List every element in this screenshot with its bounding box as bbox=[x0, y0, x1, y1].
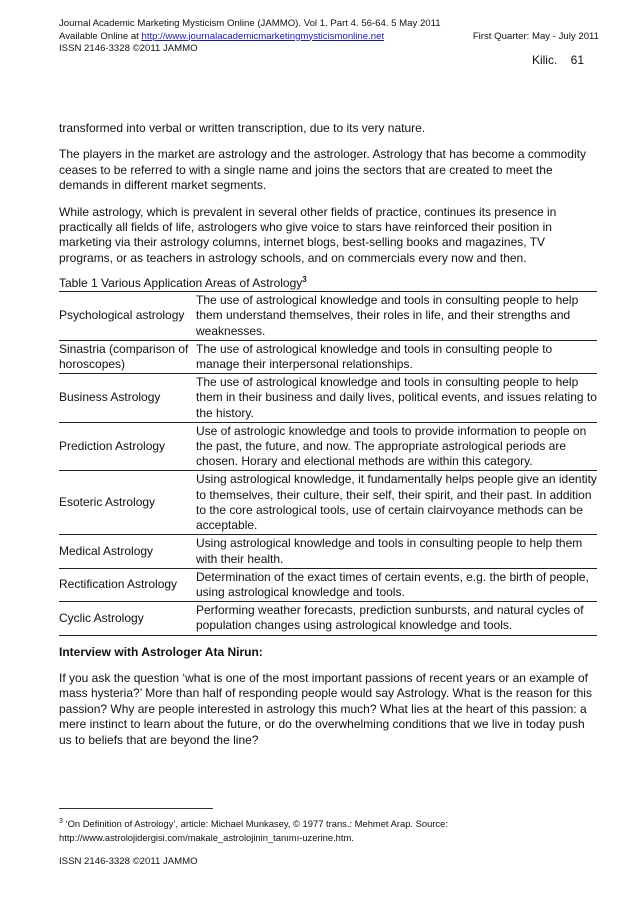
area-cell: Esoteric Astrology bbox=[59, 471, 196, 535]
footnote-rule bbox=[59, 808, 213, 809]
description-cell: Using astrological knowledge, it fundamentally helps people give an identity to themselves, their culture, their self, their spirit, and their past. In addition to the core astrological tools, use of certain clairvoyance methods can be acceptable. bbox=[196, 471, 597, 535]
table-row bbox=[59, 374, 597, 423]
astrology-areas-table bbox=[59, 291, 597, 635]
area-cell: Rectification Astrology bbox=[59, 568, 196, 601]
area-cell: Sinastria (comparison of horoscopes) bbox=[59, 340, 196, 373]
footnote bbox=[59, 815, 599, 845]
area-cell: Medical Astrology bbox=[59, 535, 196, 568]
area-cell: Business Astrology bbox=[59, 374, 196, 423]
availability-prefix: Available Online at bbox=[59, 30, 142, 42]
journal-url-link[interactable]: http://www.journalacademicmarketingmysticismonline.net bbox=[141, 30, 385, 42]
interview-heading: Interview with Astrologer Ata Nirun: bbox=[59, 644, 263, 659]
area-cell: Psychological astrology bbox=[59, 292, 196, 341]
issn-header: ISSN 2146-3328 ©2011 JAMMO bbox=[59, 43, 198, 54]
description-cell: Using astrological knowledge and tools in consulting people to help them with their health. bbox=[196, 535, 597, 568]
table-caption-text: Table 1 Various Application Areas of Astrology bbox=[59, 276, 303, 291]
description-cell: The use of astrological knowledge and tools in consulting people to manage their interpersonal relationships. bbox=[196, 340, 597, 373]
table-row bbox=[59, 340, 597, 373]
paragraph: transformed into verbal or written transcription, due to its very nature. bbox=[59, 121, 426, 135]
table-row bbox=[59, 602, 597, 635]
body-text bbox=[59, 121, 599, 759]
paragraph: While astrology, which is prevalent in several other fields of practice, continues its presence in practically all fields of life, astrologers who give voice to stars have reinforced their position in marketing via their astrology columns, internet blogs, best-selling books and magazines, TV programs, or as teachers in astrology schools, and on commercials every now and then. bbox=[59, 204, 557, 265]
description-cell: Determination of the exact times of certain events, e.g. the birth of people, using astrological knowledge and tools. bbox=[196, 568, 597, 601]
area-cell: Prediction Astrology bbox=[59, 422, 196, 471]
footnote-ref: 3 bbox=[302, 275, 307, 285]
area-cell: Cyclic Astrology bbox=[59, 602, 196, 635]
footnote-mark: 3 bbox=[59, 818, 63, 825]
author-page-number: Kilic. 61 bbox=[531, 53, 584, 67]
footnote-text: ‘On Definition of Astrology’, article: Michael Munkasey, © 1977 trans.: Mehmet Arap. Source: http://www.astrolojidergisi.com/makale_astrolojinin_tanımı-uzerine.htm. bbox=[59, 818, 448, 844]
page-footer-issn: ISSN 2146-3328 ©2011 JAMMO bbox=[59, 856, 198, 867]
table-row bbox=[59, 292, 597, 341]
description-cell: Performing weather forecasts, prediction sunbursts, and natural cycles of population changes using astrological knowledge and tools. bbox=[196, 602, 597, 635]
table-caption bbox=[59, 272, 599, 291]
interview-paragraph: If you ask the question ‘what is one of the most important passions of recent years or an example of mass hysteria?’ More than half of responding people would say Astrology. What is the reason for this passion? Why are people interested in astrology this much? What lies at the heart of this passion: a mere instinct to learn about the future, or do the overwhelming conditions that we live in today push us to beliefs that are beyond the line? bbox=[59, 670, 592, 747]
running-header bbox=[59, 18, 599, 67]
description-cell: The use of astrological knowledge and tools in consulting people to help them understand themselves, their roles in life, and their strengths and weaknesses. bbox=[196, 292, 597, 341]
table-row bbox=[59, 422, 597, 471]
description-cell: Use of astrologic knowledge and tools to provide information to people on the past, the future, and now. The appropriate astrological periods are chosen. Horary and electional methods are within this category. bbox=[196, 422, 597, 471]
quarter-label: First Quarter: May - July 2011 bbox=[472, 30, 599, 42]
table-row bbox=[59, 535, 597, 568]
paragraph: The players in the market are astrology and the astrologer. Astrology that has become a commodity ceases to be referred to with a single name and joins the sectors that are created to meet the demands in different market segments. bbox=[59, 147, 586, 193]
journal-citation: Journal Academic Marketing Mysticism Online (JAMMO). Vol 1. Part 4. 56-64. 5 May 2011 bbox=[59, 18, 441, 29]
description-cell: The use of astrological knowledge and tools in consulting people to help them in their business and daily lives, political events, and issues relating to the history. bbox=[196, 374, 597, 423]
table-row bbox=[59, 471, 597, 535]
availability-text bbox=[59, 31, 384, 44]
availability-row bbox=[59, 31, 599, 44]
table-row bbox=[59, 568, 597, 601]
